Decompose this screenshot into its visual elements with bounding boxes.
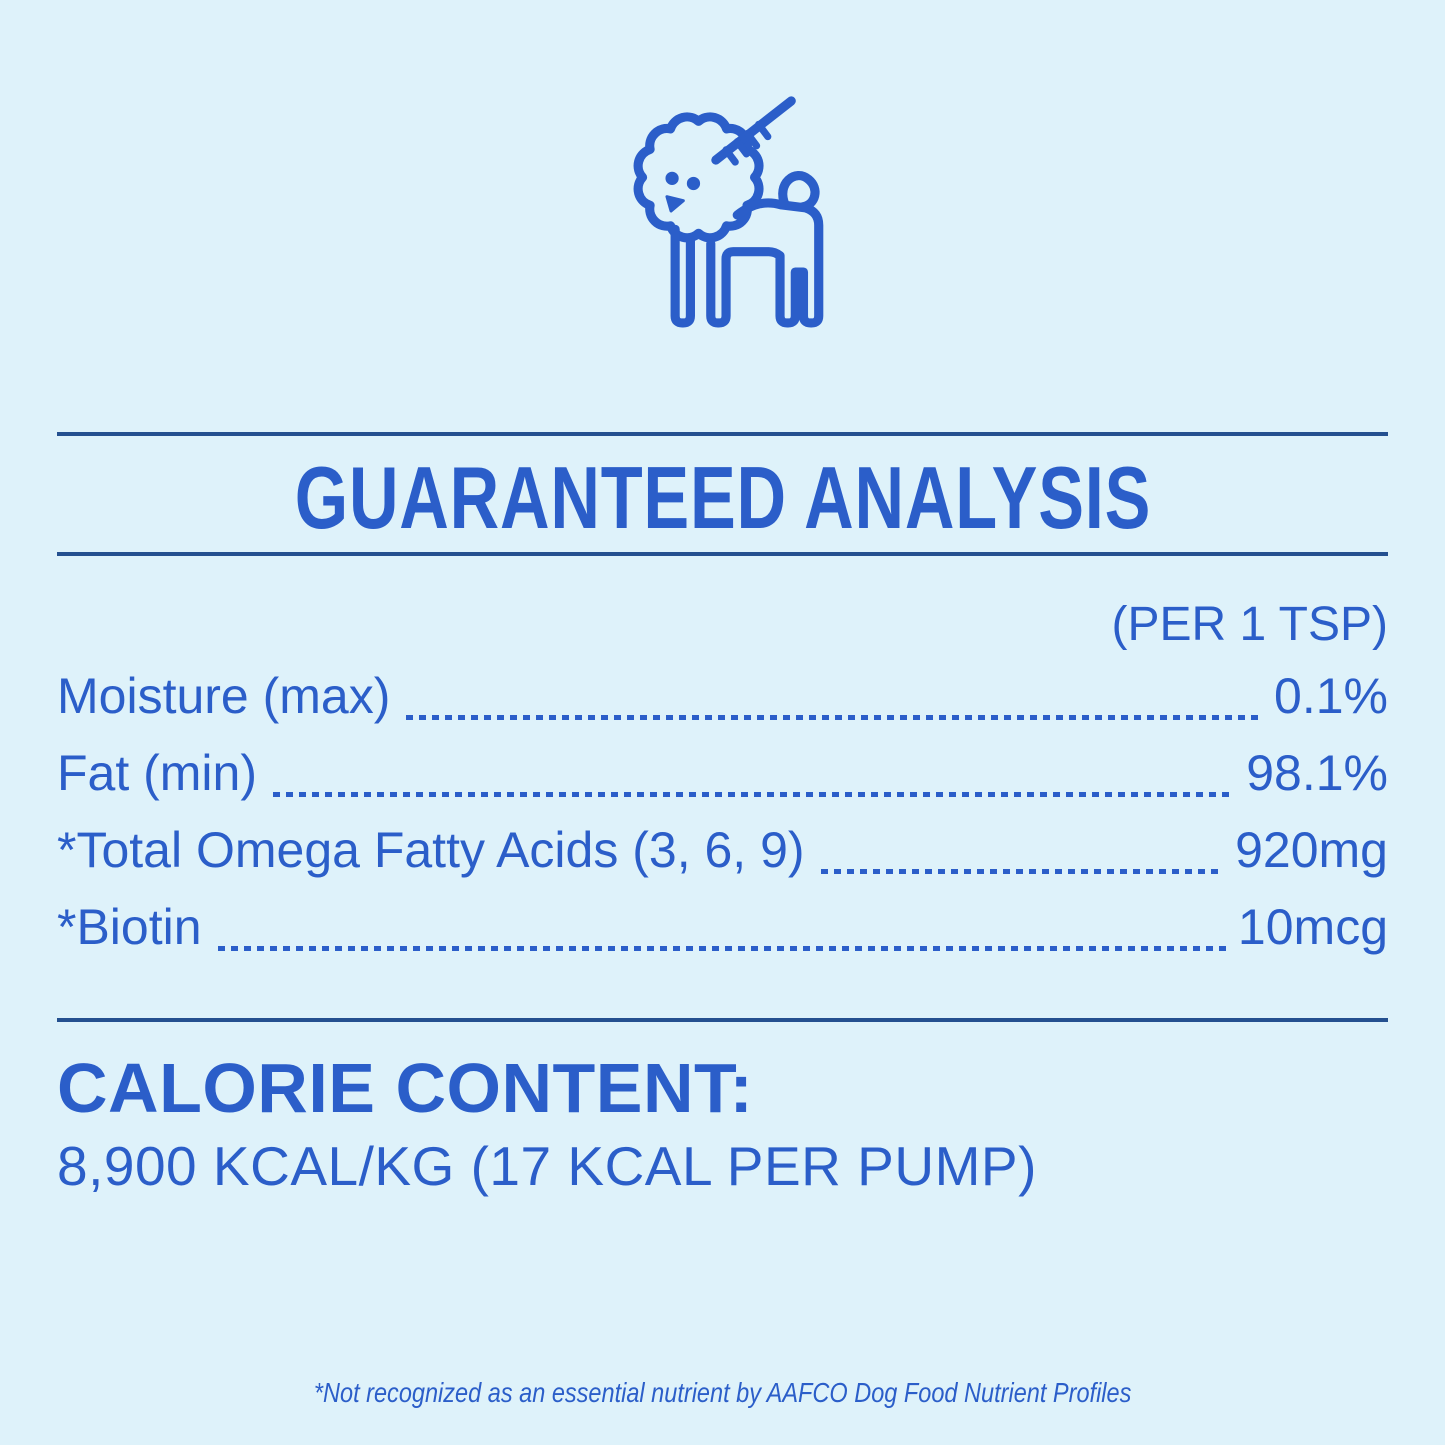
dotted-leader [821,869,1224,874]
analysis-table [57,658,1388,966]
row-label: *Total Omega Fatty Acids (3, 6, 9) [57,822,805,879]
row-label: *Biotin [57,899,202,956]
row-value: 10mcg [1237,899,1388,956]
dog-grooming-icon [612,90,834,338]
calorie-content-value: 8,900 KCAL/KG (17 KCAL PER PUMP) [57,1134,1037,1197]
calorie-content-title: CALORIE CONTENT: [57,1048,754,1127]
row-value: 98.1% [1246,745,1388,802]
serving-note: (PER 1 TSP) [1111,598,1388,651]
row-value: 920mg [1235,822,1388,879]
analysis-row-omega [57,812,1388,889]
dog-tail [782,176,814,207]
dog-eye-left [666,173,676,183]
aafco-footnote: *Not recognized as an essential nutrient by AAFCO Dog Food Nutrient Profiles [313,1377,1132,1408]
row-value: 0.1% [1274,668,1388,725]
analysis-row-biotin [57,889,1388,966]
dotted-leader [273,792,1234,797]
divider-top [57,432,1388,436]
dotted-leader [218,946,1226,951]
dotted-leader [406,715,1262,720]
dog-body [710,203,818,323]
page-title: GUARANTEED ANALYSIS [294,448,1151,547]
dog-eye-right [688,178,698,188]
divider-under-table [57,1018,1388,1022]
analysis-row-moisture [57,658,1388,735]
analysis-row-fat [57,735,1388,812]
row-label: Moisture (max) [57,668,391,725]
dog-nose [666,197,682,211]
dog-front-leg [675,229,690,323]
divider-under-title [57,552,1388,556]
row-label: Fat (min) [57,745,257,802]
